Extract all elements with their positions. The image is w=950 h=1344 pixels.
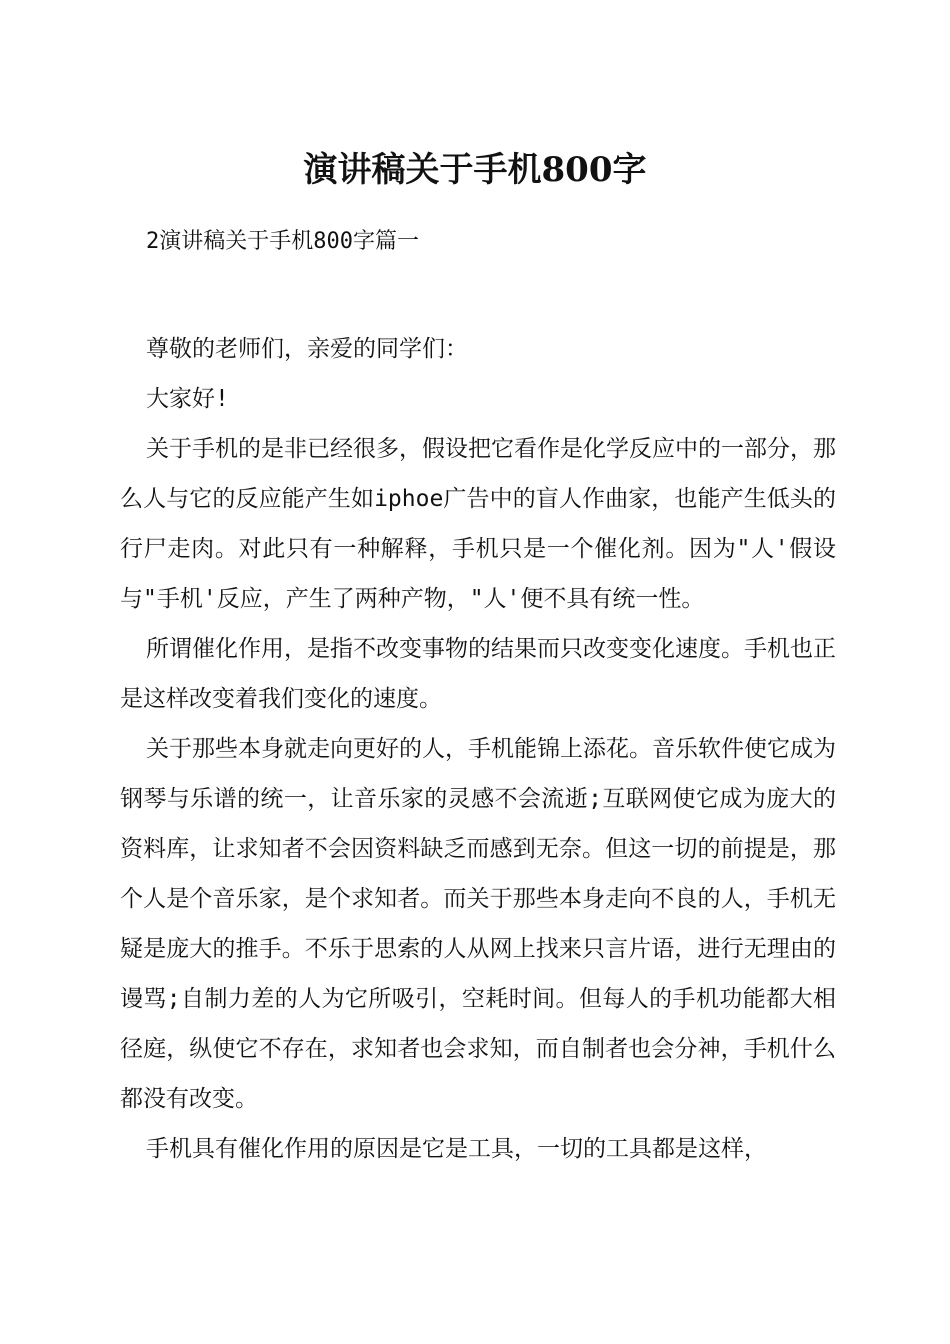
body-paragraph: 手机具有催化作用的原因是它是工具，一切的工具都是这样， (146, 1136, 767, 1162)
salutation-line: 大家好! (146, 386, 229, 412)
document-body (120, 324, 836, 1174)
body-paragraph: 关于手机的是非已经很多，假设把它看作是化学反应中的一部分，那么人与它的反应能产生如iphoe广告中的盲人作曲家，也能产生低头的行尸走肉。对此只有一种解释，手机只是一个催化剂。因为"人'假设与"手机'反应，产生了两种产物，"人'便不具有统一性。 (120, 436, 836, 612)
body-paragraph: 关于那些本身就走向更好的人，手机能锦上添花。音乐软件使它成为钢琴与乐谱的统一，让音乐家的灵感不会流逝;互联网使它成为庞大的资料库，让求知者不会因资料缺乏而感到无奈。但这一切的前提是，那个人是个音乐家，是个求知者。而关于那些本身走向不良的人，手机无疑是庞大的推手。不乐于思索的人从网上找来只言片语，进行无理由的谩骂;自制力差的人为它所吸引，空耗时间。但每人的手机功能都大相径庭，纵使它不存在，求知者也会求知，而自制者也会分神，手机什么都没有改变。 (120, 736, 836, 1112)
document-title: 演讲稿关于手机800字 (303, 150, 647, 190)
greeting-line: 尊敬的老师们，亲爱的同学们： (146, 336, 468, 362)
document-subtitle: 2演讲稿关于手机800字篇一 (146, 229, 419, 254)
body-paragraph: 所谓催化作用，是指不改变事物的结果而只改变变化速度。手机也正是这样改变着我们变化的速度。 (120, 636, 836, 712)
